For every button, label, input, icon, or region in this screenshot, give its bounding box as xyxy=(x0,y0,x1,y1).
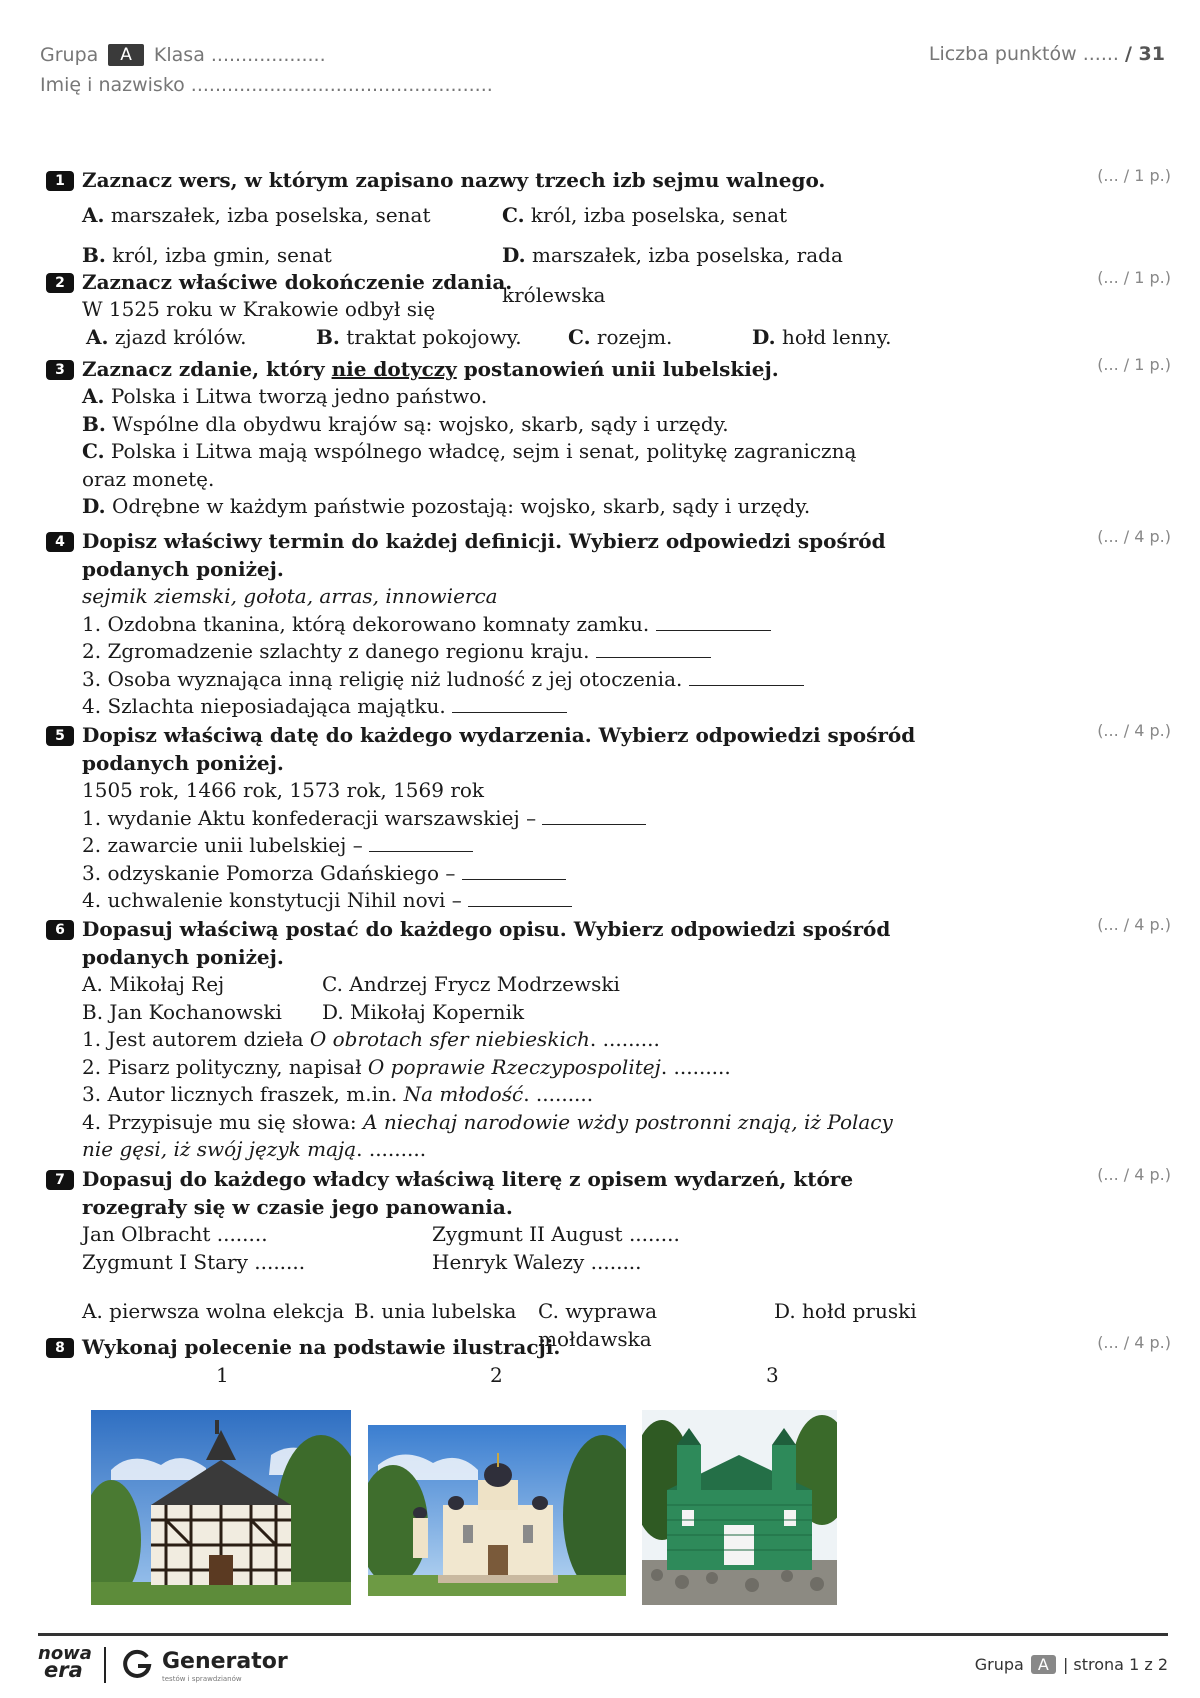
ruler-item: Jan Olbracht ........ xyxy=(82,1222,268,1246)
task-points: (... / 1 p.) xyxy=(1097,355,1171,374)
task-3 xyxy=(46,355,1171,527)
page-footer xyxy=(38,1645,1168,1685)
definition-item: 4. Szlachta nieposiadająca majątku. xyxy=(82,693,1171,721)
option-d[interactable]: D. marszałek, izba poselska, rada królewska xyxy=(502,243,843,307)
option-b[interactable]: B. traktat pokojowy. xyxy=(316,324,522,349)
task-title: Zaznacz wers, w którym zapisano nazwy trzech izb sejmu walnego. xyxy=(82,168,826,192)
option-a[interactable]: A. marszałek, izba poselska, senat xyxy=(82,203,431,227)
class-field: Klasa ................... xyxy=(153,44,326,66)
ruler-item: Henryk Walezy ........ xyxy=(432,1249,642,1274)
person-b: B. Jan Kochanowski xyxy=(82,999,282,1024)
generator-tagline: testów i sprawdzianów xyxy=(162,1675,242,1683)
page-number: | strona 1 z 2 xyxy=(1062,1655,1168,1674)
task-number: 8 xyxy=(46,1338,74,1358)
generator-g-icon xyxy=(122,1649,152,1679)
group-label: Grupa xyxy=(40,44,99,66)
task-points: (... / 4 p.) xyxy=(1097,1333,1171,1352)
task-title: Dopisz właściwą datę do każdego wydarzenia. Wybierz odpowiedzi spośród podanych poniżej. xyxy=(82,723,916,775)
task-points: (... / 4 p.) xyxy=(1097,915,1171,934)
name-field: Imię i nazwisko .................................................. xyxy=(40,74,493,96)
option-b[interactable]: B. król, izba gmin, senat xyxy=(82,243,332,267)
task-points: (... / 4 p.) xyxy=(1097,1165,1171,1184)
option-d[interactable]: D. hołd lenny. xyxy=(752,324,892,349)
generator-logo-text: Generator xyxy=(162,1649,288,1674)
photo-2-orthodox-church xyxy=(368,1425,626,1596)
option-c[interactable]: C. Polska i Litwa mają wspólnego władcę, sejm i senat, politykę zagraniczną oraz monetę. xyxy=(82,439,857,491)
description-item: 1. Jest autorem dzieła O obrotach sfer niebieskich. ......... xyxy=(82,1027,660,1051)
event-option-d: D. hołd pruski xyxy=(774,1299,917,1323)
event-item: 4. uchwalenie konstytucji Nihil novi – xyxy=(82,887,1171,915)
nowa-era-logo: nowa era xyxy=(38,1643,92,1682)
task-title: Dopasuj właściwą postać do każdego opisu. Wybierz odpowiedzi spośród podanych poniżej. xyxy=(82,917,891,969)
task-6 xyxy=(46,915,1171,1165)
answer-blank[interactable] xyxy=(468,890,572,907)
photo-label-3: 3 xyxy=(766,1363,779,1387)
answer-blank[interactable] xyxy=(542,808,646,825)
task-number: 6 xyxy=(46,920,74,940)
task-5 xyxy=(46,721,1171,915)
task-points: (... / 1 p.) xyxy=(1097,166,1171,185)
answer-blank[interactable] xyxy=(369,835,473,852)
worksheet-header xyxy=(40,40,1165,100)
footer-divider xyxy=(38,1633,1168,1636)
task-number: 2 xyxy=(46,273,74,293)
definition-item: 1. Ozdobna tkanina, którą dekorowano komnaty zamku. xyxy=(82,611,1171,639)
event-item: 2. zawarcie unii lubelskiej – xyxy=(82,832,1171,860)
answer-blank[interactable] xyxy=(462,863,566,880)
task-title: Dopasuj do każdego władcy właściwą literę z opisem wydarzeń, które rozegrały się w czasie jego panowania. xyxy=(82,1167,854,1219)
task-title-end: postanowień unii lubelskiej. xyxy=(456,357,779,381)
answer-blank[interactable] xyxy=(689,669,804,686)
option-b[interactable]: B. Wspólne dla obydwu krajów są: wojsko, skarb, sądy i urzędy. xyxy=(82,411,729,436)
event-option-c: C. wyprawa mołdawska xyxy=(538,1299,658,1351)
task-number: 4 xyxy=(46,532,74,552)
photo-label-2: 2 xyxy=(490,1363,503,1387)
ruler-item: Zygmunt I Stary ........ xyxy=(82,1249,306,1274)
photo-label-1: 1 xyxy=(216,1363,229,1387)
event-item: 1. wydanie Aktu konfederacji warszawskiej – xyxy=(82,805,1171,833)
description-item: 2. Pisarz polityczny, napisał O poprawie Rzeczypospolitej. ......... xyxy=(82,1054,731,1079)
option-a[interactable]: A. Polska i Litwa tworzą jedno państwo. xyxy=(82,384,488,408)
task-number: 1 xyxy=(46,171,74,191)
task-number: 3 xyxy=(46,360,74,380)
answer-blank[interactable] xyxy=(452,696,567,713)
footer-group-label: Grupa xyxy=(974,1655,1024,1674)
task-list xyxy=(46,166,1171,1393)
event-option-b: B. unia lubelska xyxy=(354,1299,517,1323)
points-max: / 31 xyxy=(1125,43,1165,65)
task-2 xyxy=(46,268,1171,355)
ruler-item: Zygmunt II August ........ xyxy=(432,1222,680,1246)
logo-separator xyxy=(104,1647,106,1683)
photo-3-wooden-mosque xyxy=(642,1410,837,1605)
definition-item: 3. Osoba wyznająca inną religię niż ludność z jej otoczenia. xyxy=(82,666,1171,694)
person-c: C. Andrzej Frycz Modrzewski xyxy=(322,972,620,996)
event-option-a: A. pierwsza wolna elekcja xyxy=(82,1299,345,1323)
answer-blank[interactable] xyxy=(656,614,771,631)
task-title: Zaznacz właściwe dokończenie zdania. xyxy=(82,270,513,294)
points-label: Liczba punktów ...... xyxy=(928,43,1119,65)
option-c[interactable]: C. król, izba poselska, senat xyxy=(502,203,788,227)
person-a: A. Mikołaj Rej xyxy=(82,972,225,996)
person-d: D. Mikołaj Kopernik xyxy=(322,999,525,1024)
task-title: Wykonaj polecenie na podstawie ilustracji. xyxy=(82,1335,561,1359)
illustrations xyxy=(0,1410,1200,1610)
task-8 xyxy=(46,1333,1171,1393)
group-badge: A xyxy=(108,44,144,66)
task-stem: W 1525 roku w Krakowie odbył się xyxy=(82,297,436,321)
task-4 xyxy=(46,527,1171,721)
page-info xyxy=(975,1655,1168,1674)
option-c[interactable]: C. rozejm. xyxy=(568,324,673,349)
description-item: 3. Autor licznych fraszek, m.in. Na młodość. ......... xyxy=(82,1082,594,1106)
event-item: 3. odzyskanie Pomorza Gdańskiego – xyxy=(82,860,1171,888)
task-points: (... / 4 p.) xyxy=(1097,721,1171,740)
option-d[interactable]: D. Odrębne w każdym państwie pozostają: wojsko, skarb, sądy i urzędy. xyxy=(82,494,811,518)
task-number: 5 xyxy=(46,726,74,746)
total-points xyxy=(929,43,1165,65)
word-bank: 1505 rok, 1466 rok, 1573 rok, 1569 rok xyxy=(82,778,485,802)
task-title-start: Zaznacz zdanie, który xyxy=(82,357,332,381)
word-bank: sejmik ziemski, gołota, arras, innowierca xyxy=(82,584,498,608)
footer-group-badge: A xyxy=(1031,1655,1056,1674)
answer-blank[interactable] xyxy=(596,641,711,658)
task-title-emphasis: nie dotyczy xyxy=(331,357,457,381)
task-points: (... / 1 p.) xyxy=(1097,268,1171,287)
task-number: 7 xyxy=(46,1170,74,1190)
definition-item: 2. Zgromadzenie szlachty z danego regionu kraju. xyxy=(82,638,1171,666)
task-title: Dopisz właściwy termin do każdej definicji. Wybierz odpowiedzi spośród podanych poniżej. xyxy=(82,529,886,581)
description-item: 4. Przypisuje mu się słowa: A niechaj narodowie wżdy postronni znają, iż Polacy nie gęsi, iż swój język mają. ......... xyxy=(82,1109,893,1161)
photo-1-timber-church xyxy=(91,1410,351,1605)
task-points: (... / 4 p.) xyxy=(1097,527,1171,546)
option-a[interactable]: A. zjazd królów. xyxy=(86,324,247,349)
